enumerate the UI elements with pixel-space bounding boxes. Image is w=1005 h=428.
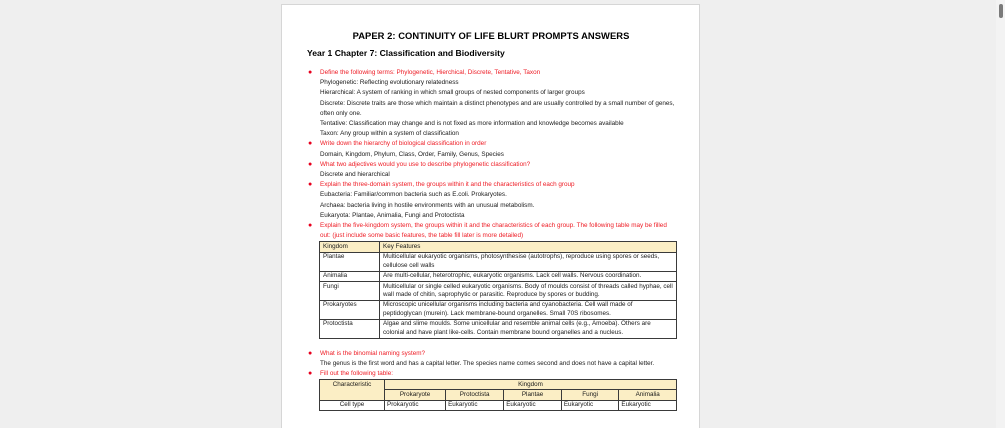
column-header: Key Features: [380, 242, 677, 252]
kingdom-name-cell: Fungi: [320, 282, 380, 301]
table-header-row: [320, 242, 677, 252]
key-features-cell: Multicellular or single celled eukaryotic organisms. Body of moulds consist of threads called hyphae, cell wall made of chitin, saprophytic or parasitic. Reproduce by spores or budding.: [380, 282, 677, 301]
table-row: [320, 319, 677, 338]
bullet-icon: ●: [308, 69, 313, 76]
column-header: Protoctista: [446, 390, 504, 400]
prompt-item: [307, 68, 675, 139]
table-row: [320, 300, 677, 319]
bullet-icon: ●: [308, 181, 313, 189]
key-features-cell: Algae and slime moulds. Some unicellular and resemble animal cells (e.g., Amoeba). Others are colonial and have plant like-cells. Contain membrane bound organelles and a nucleus.: [380, 319, 677, 338]
kingdom-name-cell: Animalia: [320, 271, 380, 281]
prompt-answer: The genus is the first word and has a capital letter. The species name comes second and does not have a capital letter.: [320, 359, 655, 367]
kingdom-features-table: [319, 241, 677, 338]
characteristics-table: [319, 379, 677, 411]
spacer: [320, 339, 675, 349]
prompt-answer: Phylogenetic: Reflecting evolutionary relatedness: [320, 79, 459, 87]
prompt-answer: Discrete: Discrete traits are those which maintain a distinct phenotypes and are usually controlled by a small number of genes, often only one.: [320, 99, 675, 117]
prompt-answer: Taxon: Any group within a system of classification: [320, 130, 459, 138]
prompt-answer: Eubacteria: Familiar/common bacteria such as E.coli. Prokaryotes.: [320, 191, 507, 199]
vertical-scrollbar[interactable]: [996, 0, 1005, 428]
characteristic-header: Characteristic: [320, 380, 385, 400]
prompt-list: [307, 68, 675, 411]
prompt-item: [307, 180, 675, 221]
kingdom-group-header: Kingdom: [385, 380, 677, 390]
column-header: Kingdom: [320, 242, 380, 252]
table-header-row: [320, 380, 677, 390]
prompt-question: Fill out the following table:: [320, 369, 393, 377]
prompt-item: [307, 349, 675, 369]
prompt-question: Explain the five-kingdom system, the groups within it and the characteristics of each group. The following table may be filled out: (just include some basic features, the table fill later is more detailed): [320, 222, 667, 240]
column-header: Prokaryote: [385, 390, 446, 400]
prompt-question: Explain the three-domain system, the groups within it and the characteristics of each group: [320, 181, 575, 189]
prompt-item: [307, 160, 675, 180]
key-features-cell: Microscopic unicellular organisms including bacteria and cyanobacteria. Cell wall made of peptidoglycan (murein). Lack membrane-bound organelles. Small 70S ribosomes.: [380, 300, 677, 319]
column-header: Fungi: [561, 390, 619, 400]
table-row: [320, 252, 677, 271]
table-row: [320, 400, 677, 410]
kingdom-name-cell: Plantae: [320, 252, 380, 271]
prompt-item: [307, 139, 675, 159]
table-cell: Prokaryotic: [385, 400, 446, 410]
table-cell: Eukaryotic: [504, 400, 562, 410]
prompt-answer: Discrete and hierarchical: [320, 171, 390, 179]
prompt-question: Write down the hierarchy of biological classification in order: [320, 140, 487, 148]
table-row: [320, 282, 677, 301]
prompt-item: [307, 221, 675, 348]
table-cell: Eukaryotic: [619, 400, 677, 410]
table-cell: Eukaryotic: [446, 400, 504, 410]
document-title: PAPER 2: CONTINUITY OF LIFE BLURT PROMPTS ANSWERS: [352, 30, 630, 41]
bullet-icon: ●: [308, 222, 313, 230]
key-features-cell: Multicellular eukaryotic organisms, photosynthesise (autotrophs), reproduce using spores or seeds, cellulose cell walls: [380, 252, 677, 271]
column-header: Animalia: [619, 390, 677, 400]
table-cell: Eukaryotic: [561, 400, 619, 410]
bullet-icon: ●: [308, 369, 313, 377]
table-row: [320, 271, 677, 281]
prompt-question: What two adjectives would you use to describe phylogenetic classification?: [320, 160, 531, 168]
prompt-answer: Hierarchical: A system of ranking in which small groups of nested components of larger groups: [320, 89, 585, 97]
prompt-answer: Archaea: bacteria living in hostile environments with an unusual metabolism.: [320, 201, 535, 209]
prompt-answer: Eukaryota: Plantae, Animalia, Fungi and Protoctista: [320, 211, 465, 219]
scrollbar-thumb[interactable]: [999, 4, 1003, 18]
bullet-icon: ●: [308, 140, 313, 148]
row-header-cell: Cell type: [320, 400, 385, 410]
prompt-question: Define the following terms: Phylogenetic, Hierchical, Discrete, Tentative, Taxon: [320, 69, 541, 76]
prompt-item: [307, 369, 675, 411]
document-page: [281, 4, 700, 428]
kingdom-name-cell: Protoctista: [320, 319, 380, 338]
chapter-heading: Year 1 Chapter 7: Classification and Biodiversity: [307, 48, 505, 58]
kingdom-name-cell: Prokaryotes: [320, 300, 380, 319]
prompt-answer: Domain, Kingdom, Phylum, Class, Order, Family, Genus, Species: [320, 150, 504, 158]
bullet-icon: ●: [308, 160, 313, 168]
bullet-icon: ●: [308, 349, 313, 357]
prompt-answer: Tentative: Classification may change and is not fixed as more information and knowledge becomes available: [320, 120, 624, 128]
prompt-question: What is the binomial naming system?: [320, 349, 426, 357]
column-header: Plantae: [504, 390, 562, 400]
key-features-cell: Are multi-cellular, heterotrophic, eukaryotic organisms. Lack cell walls. Nervous coordination.: [380, 271, 677, 281]
